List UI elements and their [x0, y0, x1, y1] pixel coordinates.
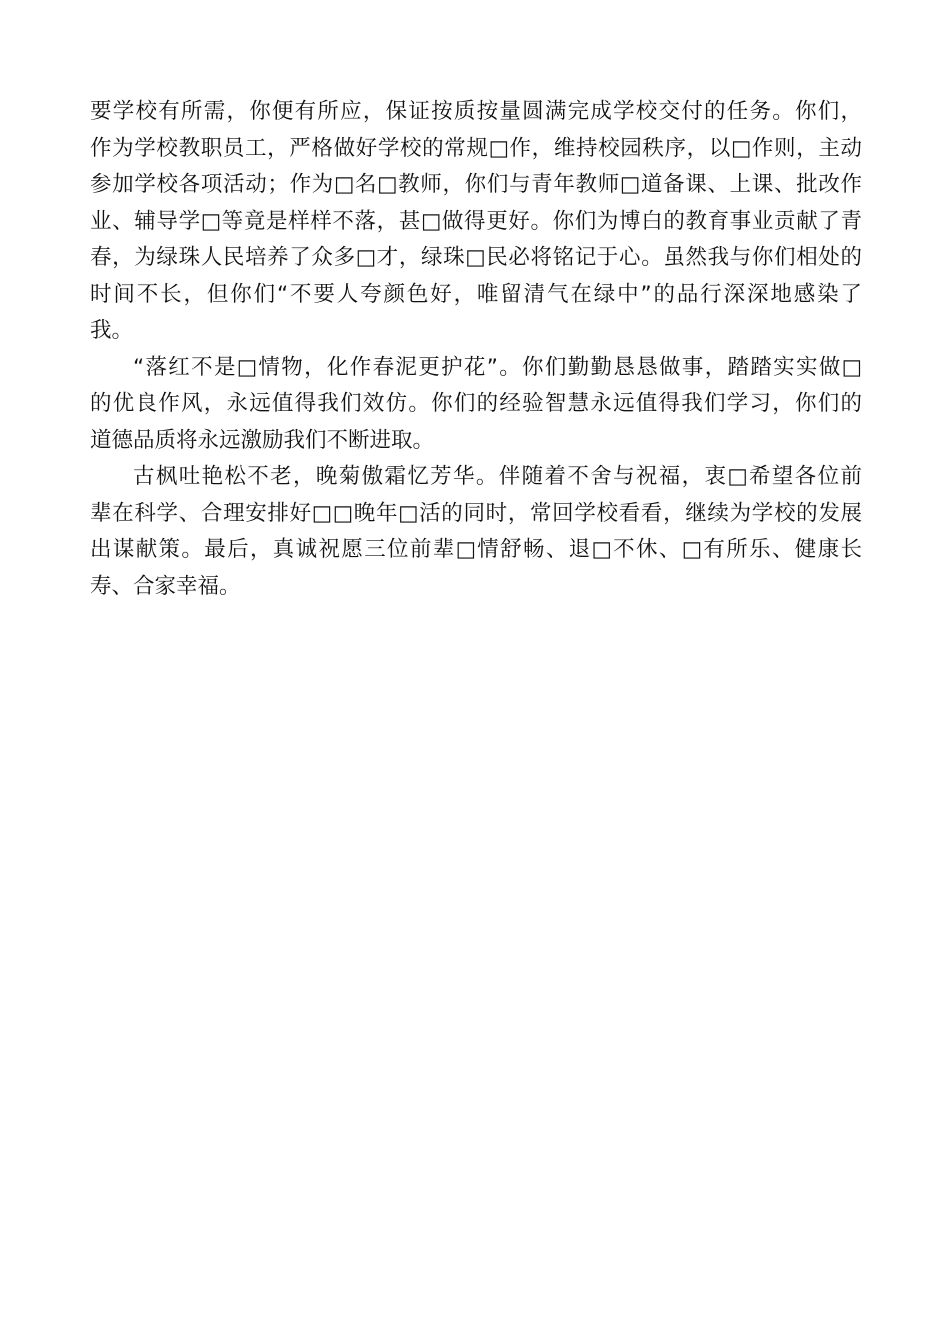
text-line: “落红不是□情物，化作春泥更护花”。你们勤勤恳恳做事，踏踏实实做□: [133, 354, 862, 380]
text-line: 春，为绿珠人民培养了众多□才，绿珠□民必将铭记于心。虽然我与你们相处的: [90, 245, 862, 270]
paragraph-1: [90, 94, 862, 350]
paragraph-3: [90, 459, 862, 605]
text-line: 要学校有所需，你便有所应，保证按质按量圆满完成学校交付的任务。你们，: [90, 99, 862, 124]
paragraph-2: [90, 350, 862, 460]
text-line: 出谋献策。最后，真诚祝愿三位前辈□情舒畅、退□不休、□有所乐、健康长: [90, 537, 862, 562]
text-line: 寿、合家幸福。: [90, 573, 241, 599]
text-line: 的优良作风，永远值得我们效仿。你们的经验智慧永远值得我们学习，你们的: [90, 391, 862, 416]
text-line: 辈在科学、合理安排好□□晚年□活的同时，常回学校看看，继续为学校的发展: [90, 500, 862, 526]
document-body: [90, 94, 862, 605]
text-line: 古枫吐艳松不老，晚菊傲霜忆芳华。伴随着不舍与祝福，衷□希望各位前: [133, 464, 862, 489]
text-line: 参加学校各项活动；作为□名□教师，你们与青年教师□道备课、上课、批改作: [90, 172, 862, 197]
text-line: 道德品质将永远激励我们不断进取。: [90, 427, 435, 453]
text-line: 业、辅导学□等竟是样样不落，甚□做得更好。你们为博白的教育事业贡献了青: [90, 208, 862, 234]
text-line: 时间不长，但你们“不要人夸颜色好，唯留清气在绿中”的品行深深地感染了: [90, 281, 862, 307]
text-line: 我。: [90, 318, 134, 343]
text-line: 作为学校教职员工，严格做好学校的常规□作，维持校园秩序，以□作则，主动: [90, 135, 862, 161]
